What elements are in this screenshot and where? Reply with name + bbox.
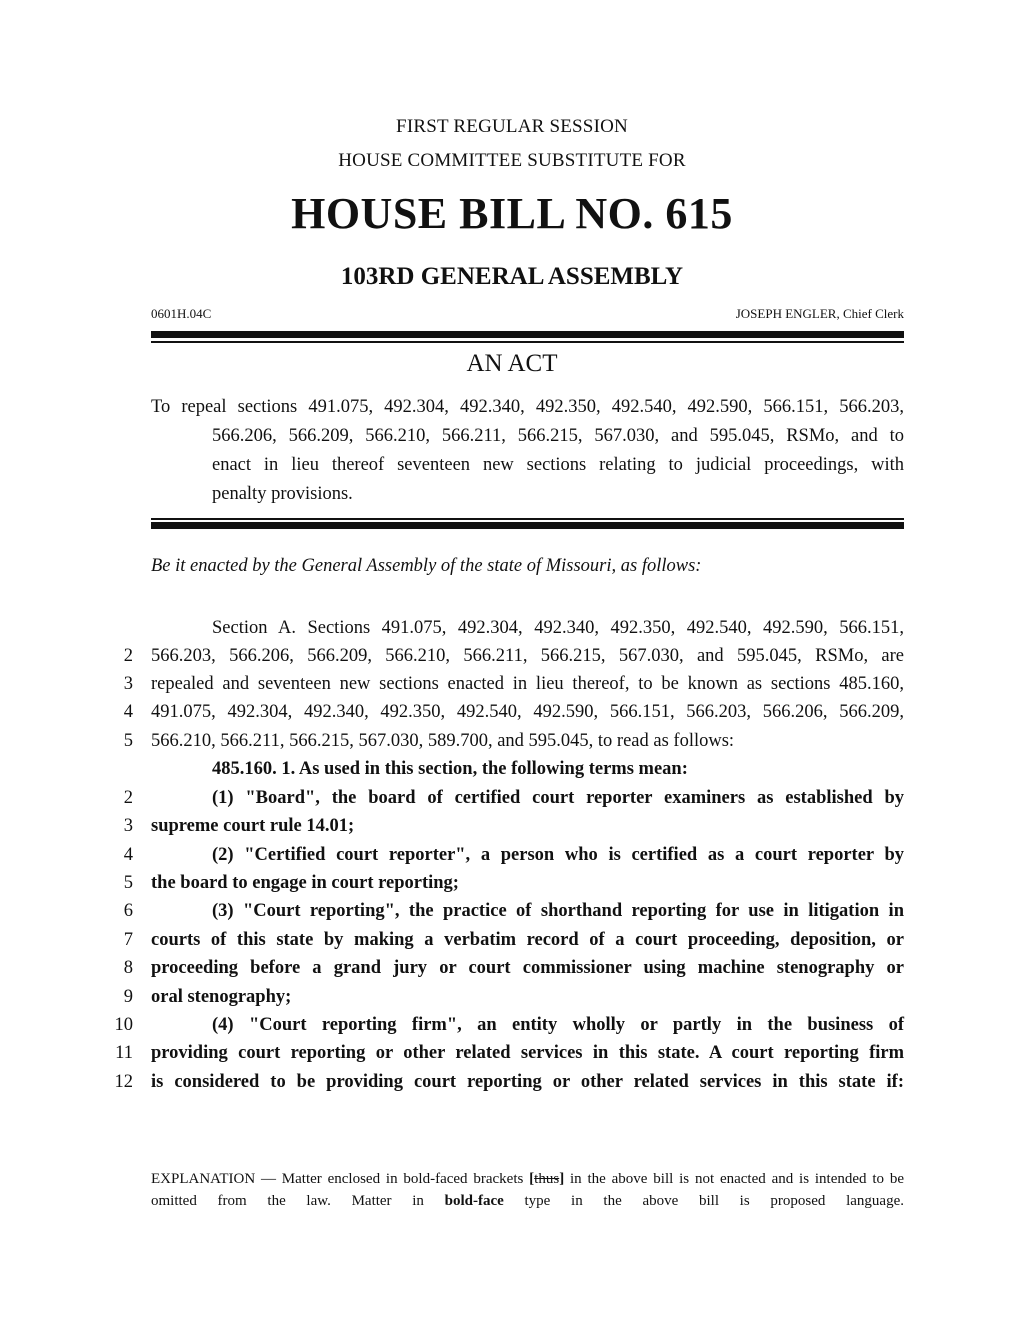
section-485-line: supreme court rule 14.01; <box>151 816 355 836</box>
line-number: 4 <box>123 702 133 722</box>
act-line-2: 566.206, 566.209, 566.210, 566.211, 566.215, 567.030, and 595.045, RSMo, and to <box>212 426 904 446</box>
act-line-1: To repeal sections 491.075, 492.304, 492.340, 492.350, 492.540, 492.590, 566.151, 566.203, <box>151 397 904 417</box>
section-485-line: providing court reporting or other related services in this state. A court reporting firm <box>151 1043 904 1063</box>
struck-example: thus <box>534 1171 560 1187</box>
section-485-line: is considered to be providing court reporting or other related services in this state if: <box>151 1072 904 1092</box>
section-485-line: courts of this state by making a verbatim record of a court proceeding, deposition, or <box>151 930 904 950</box>
line-number: 12 <box>114 1072 133 1092</box>
assembly-label: 103RD GENERAL ASSEMBLY <box>340 263 684 290</box>
enacting-clause: Be it enacted by the General Assembly of the state of Missouri, as follows: <box>151 556 702 576</box>
document-code: 0601H.04C <box>151 306 212 321</box>
act-line-3: enact in lieu thereof seventeen new sections relating to judicial proceedings, with <box>212 455 904 475</box>
line-number: 7 <box>123 930 133 950</box>
line-number: 8 <box>123 958 133 978</box>
act-rule-thick <box>151 522 904 529</box>
explanation-text-2: in the above bill is not enacted and is intended to be omitted from the law. Matter in <box>151 1171 905 1209</box>
act-rule-thin <box>151 518 904 520</box>
act-heading: AN ACT <box>466 350 558 377</box>
line-number: 5 <box>123 873 133 893</box>
line-number: 11 <box>115 1043 133 1063</box>
section-485-line: the board to engage in court reporting; <box>151 873 459 893</box>
chief-clerk: JOSEPH ENGLER, Chief Clerk <box>735 306 904 321</box>
line-number: 4 <box>123 845 133 865</box>
section-485-line: oral stenography; <box>151 987 292 1007</box>
explanation-note <box>151 1168 904 1212</box>
bracket-close: ] <box>559 1171 565 1187</box>
section-a-line: 566.210, 566.211, 566.215, 567.030, 589.700, and 595.045, to read as follows: <box>151 731 735 751</box>
explanation-text-1: EXPLANATION — Matter enclosed in bold-faced brackets <box>151 1171 530 1187</box>
explanation-text-3: type in the above bill is proposed language. <box>503 1193 904 1209</box>
substitute-label: HOUSE COMMITTEE SUBSTITUTE FOR <box>338 150 686 171</box>
section-485-line: (4) "Court reporting firm", an entity wholly or partly in the business of <box>212 1015 904 1035</box>
section-485-line: (3) "Court reporting", the practice of shorthand reporting for use in litigation in <box>212 901 904 921</box>
section-a-line: 491.075, 492.304, 492.340, 492.350, 492.540, 492.590, 566.151, 566.203, 566.206, 566.209, <box>151 702 904 722</box>
boldface-example: bold-face <box>444 1193 504 1209</box>
line-number: 3 <box>123 816 133 836</box>
header-rule-thick <box>151 331 904 338</box>
bill-title: HOUSE BILL NO. 615 <box>291 189 733 238</box>
line-number: 9 <box>123 987 133 1007</box>
section-485-line: (2) "Certified court reporter", a person who is certified as a court reporter by <box>212 845 904 865</box>
section-a-line: repealed and seventeen new sections enacted in lieu thereof, to be known as sections 485.160, <box>151 674 904 694</box>
header-rule-thin <box>151 341 904 343</box>
line-number: 6 <box>123 901 133 921</box>
line-number: 10 <box>114 1015 133 1035</box>
act-line-4: penalty provisions. <box>212 484 353 504</box>
section-485-heading: 485.160. 1. As used in this section, the following terms mean: <box>212 759 688 779</box>
section-485-line: proceeding before a grand jury or court commissioner using machine stenography or <box>151 958 904 978</box>
line-number: 3 <box>123 674 133 694</box>
bracket-open: [ <box>529 1171 535 1187</box>
section-485-line: (1) "Board", the board of certified court reporter examiners as established by <box>212 788 904 808</box>
section-a-line: Section A. Sections 491.075, 492.304, 492.340, 492.350, 492.540, 492.590, 566.151, <box>212 618 904 638</box>
line-number: 5 <box>123 731 133 751</box>
line-number: 2 <box>123 788 133 808</box>
section-a-line: 566.203, 566.206, 566.209, 566.210, 566.211, 566.215, 567.030, and 595.045, RSMo, are <box>151 646 904 666</box>
line-number: 2 <box>123 646 133 666</box>
session-label: FIRST REGULAR SESSION <box>396 116 628 137</box>
